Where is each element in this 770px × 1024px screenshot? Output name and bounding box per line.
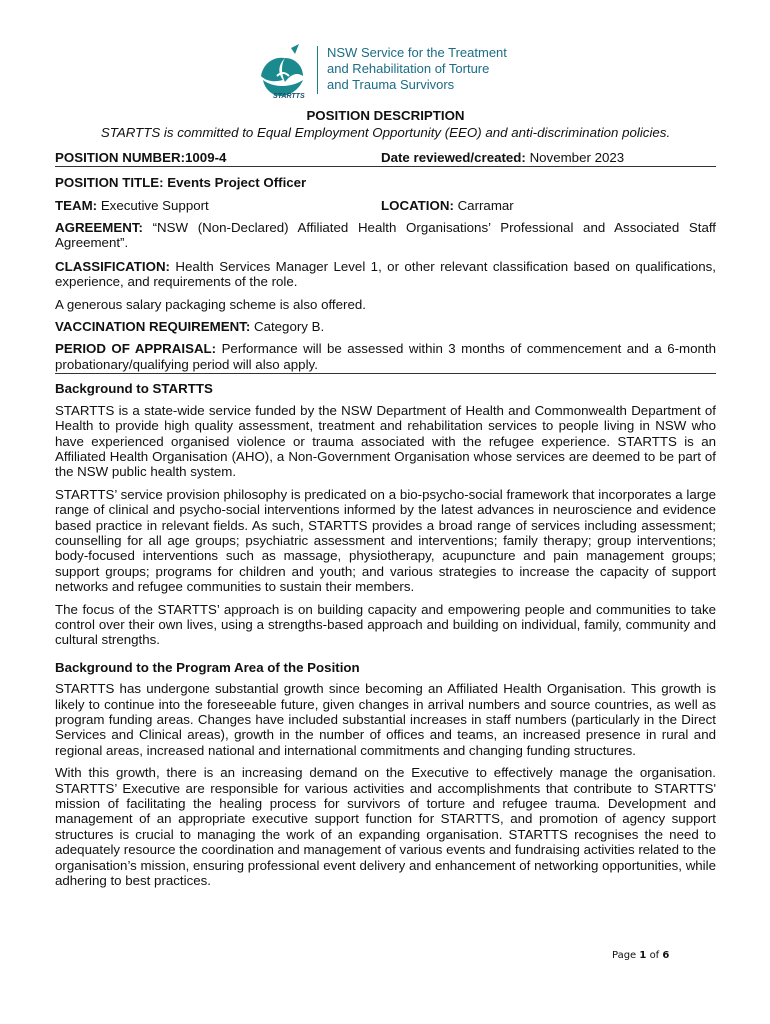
location bbox=[381, 198, 716, 213]
date-label: Date reviewed/created: bbox=[381, 149, 526, 165]
classification-value: Health Services Manager Level 1, or other relevant classification based on qualifications, experience, and requirements of the role. bbox=[55, 258, 716, 290]
page-total: 6 bbox=[662, 950, 670, 961]
logo-line-2: and Rehabilitation of Torture bbox=[327, 61, 490, 76]
page-title: POSITION DESCRIPTION bbox=[306, 108, 465, 123]
page-word: Page bbox=[612, 950, 637, 961]
classification-label: CLASSIFICATION: bbox=[55, 258, 170, 274]
position-title bbox=[55, 175, 716, 190]
date-reviewed bbox=[381, 150, 716, 165]
startts-logo bbox=[255, 42, 525, 104]
logo-line-3: and Trauma Survivors bbox=[327, 77, 455, 92]
position-number-row bbox=[55, 150, 716, 167]
logo-divider bbox=[317, 46, 318, 94]
program-heading: Background to the Program Area of the Position bbox=[55, 659, 360, 675]
logo-tag: STARTTS bbox=[273, 93, 305, 100]
logo-text bbox=[327, 45, 527, 93]
program-paragraph-2: With this growth, there is an increasing demand on the Executive to effectively manage the organisation. STARTTS’ Executive are responsible for various activities and accomplishments that contribute to STARTTS' mission of facilitating the healing process for survivors of torture and refugee trauma. Development and management of an appropriate executive support function for STARTTS, and promotion of agency support structures is crucial to managing the work of an expanding organisation. STARTTS recognises the need to adequately resource the coordination and management of various events and fundraising activities related to the organisation’s mission, ensuring professional event delivery and enhancement of networking opportunities, while adhering to best practices. bbox=[55, 765, 716, 889]
agreement-value: “NSW (Non-Declared) Affiliated Health Organisations’ Professional and Associated Staff Agreement”. bbox=[55, 220, 716, 251]
eeo-statement: STARTTS is committed to Equal Employment Opportunity (EEO) and anti-discrimination policies. bbox=[100, 125, 671, 141]
background-heading: Background to STARTTS bbox=[55, 381, 213, 397]
vaccination-value: Category B. bbox=[253, 319, 325, 335]
program-paragraph-1: STARTTS has undergone substantial growth since becoming an Affiliated Health Organisation. This growth is likely to continue into the foreseeable future, given changes in arrival numbers and source countries, as well as program funding areas. Changes have included substantial increases in staff numbers (particularly in the Direct Services and Clinical areas), growth in the number of offices and teams, an increased presence in rural and regional areas, increased national and international commitments and changing funding structures. bbox=[55, 681, 716, 758]
classification bbox=[55, 259, 716, 290]
team-value: Executive Support bbox=[100, 197, 209, 213]
location-value: Carramar bbox=[457, 197, 514, 213]
team-location-row bbox=[55, 198, 716, 213]
team-label: TEAM: bbox=[55, 197, 98, 213]
location-label: LOCATION: bbox=[381, 197, 454, 213]
vaccination-label: VACCINATION REQUIREMENT: bbox=[55, 319, 251, 335]
document-body bbox=[55, 108, 716, 888]
agreement-label: AGREEMENT: bbox=[55, 220, 143, 236]
date-value: November 2023 bbox=[529, 149, 625, 165]
of-word: of bbox=[649, 950, 660, 961]
team bbox=[55, 198, 209, 213]
vaccination-requirement bbox=[55, 319, 716, 334]
background-paragraph-3: The focus of the STARTTS’ approach is on building capacity and empowering people and communities to take control over their own lives, using a strengths-based approach and building on individual, family, community and cultural strengths. bbox=[55, 601, 716, 648]
position-number-value: 1009-4 bbox=[185, 149, 227, 165]
position-number-label: POSITION NUMBER: bbox=[55, 149, 186, 165]
appraisal-label: PERIOD OF APPRAISAL: bbox=[55, 341, 217, 357]
position-number bbox=[55, 150, 226, 165]
appraisal-value: Performance will be assessed within 3 months of commencement and a 6-month probationary/qualifying period will also apply. bbox=[55, 341, 716, 372]
logo-line-1: NSW Service for the Treatment bbox=[327, 45, 507, 60]
background-paragraph-2: STARTTS’ service provision philosophy is predicated on a bio-psycho-social framework that incorporates a large range of clinical and psycho-social interventions informed by the latest advances in neuroscience and evidence based practice in relevant fields. As such, STARTTS provides a broad range of services including assessment; counselling for all age groups; psychiatric assessment and interventions; family therapy; group interventions; body-focused interventions such as massage, physiotherapy, acupuncture and pain management groups; support groups; programs for children and youth; and various strategies to increase the capacity of support networks and refugee communities to sustain their members. bbox=[55, 486, 716, 595]
page-current: 1 bbox=[639, 950, 647, 961]
position-title-value: Events Project Officer bbox=[167, 175, 307, 191]
position-title-label: POSITION TITLE: bbox=[55, 175, 164, 191]
appraisal-period bbox=[55, 341, 716, 374]
agreement bbox=[55, 220, 716, 251]
salary-note: A generous salary packaging scheme is also offered. bbox=[55, 296, 366, 312]
background-paragraph-1: STARTTS is a state-wide service funded by the NSW Department of Health and Commonwealth Department of Health to provide high quality assessment, treatment and rehabilitation services to people living in NSW who have experienced organised violence or trauma associated with the refugee experience. STARTTS is an Affiliated Health Organisation (AHO), a Non-Government Organisation whose services are deemed to be part of the NSW public health system. bbox=[55, 402, 716, 480]
page-footer bbox=[612, 950, 669, 961]
